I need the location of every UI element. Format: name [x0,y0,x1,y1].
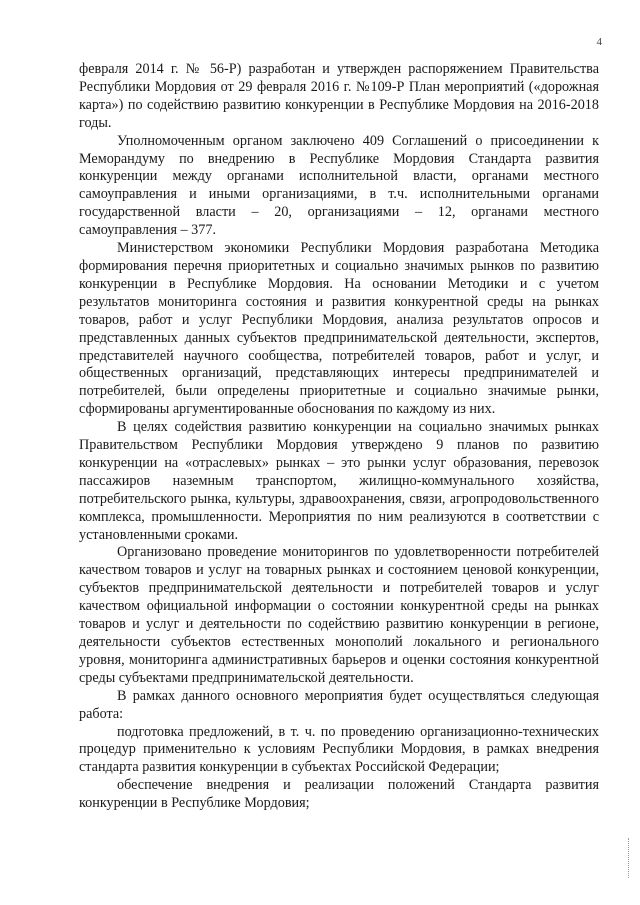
paragraph-roadmap: февраля 2014 г. № 56-Р) разработан и утвержден распоряжением Правительства Республики Мордовия от 29 февраля 2016 г. №109-Р План мероприятий («дорожная карта») по содействию развитию конкуренции в Республике Мордовия на 2016-2018 годы. [79,61,599,131]
paragraph-activities-intro: В рамках данного основного мероприятия будет осуществляться следующая работа: [79,687,599,722]
margin-scan-mark [628,838,631,878]
paragraph-monitoring: Организовано проведение мониторингов по удовлетворенности потребителей качеством товаров и услуг на товарных рынках и состоянием ценовой конкуренции, субъектов предпринимательской деятельности и потребителей товаров и услуг качеством официальной информации о состоянии конкурентной среды на рынках товаров и услуг и деятельности по содействию развитию конкуренции в регионе, деятельности субъектов естественных монополий локального и регионального уровня, мониторинга административных барьеров и оценки состояния конкурентной среды субъектами предпринимательской деятельности. [79,544,599,686]
document-body [79,61,599,813]
paragraph-market-plans: В целях содействия развитию конкуренции на социально значимых рынках Правительством Республики Мордовия утверждено 9 планов по развитию конкуренции на «отраслевых» рынках – это рынки услуг образования, перевозок пассажиров наземным транспортом, жилищно-коммунального хозяйства, потребительского рынка, культуры, здравоохранения, связи, агропродовольственного комплекса, промышленности. Мероприятия по ним реализуются в соответствии с установленными сроками. [79,419,599,543]
paragraph-agreements: Уполномоченным органом заключено 409 Соглашений о присоединении к Меморандуму по внедрению в Республике Мордовия Стандарта развития конкуренции между органами исполнительной власти, органами местного самоуправления и иными организациями, в т.ч. исполнительными органами государственной власти – 20, организациями – 12, органами местного самоуправления – 377. [79,132,599,239]
list-item-proposals: подготовка предложений, в т. ч. по проведению организационно-технических процедур применительно к условиям Республики Мордовия, в рамках внедрения стандарта развития конкуренции в субъектах Российской Федерации; [79,723,599,776]
list-item-implementation: обеспечение внедрения и реализации положений Стандарта развития конкуренции в Республике Мордовия; [79,777,599,812]
paragraph-methodology: Министерством экономики Республики Мордовия разработана Методика формирования перечня приоритетных и социально значимых рынков по развитию конкуренции в Республике Мордовия. На основании Методики и с учетом результатов мониторинга состояния и развития конкурентной среды на рынках товаров, работ и услуг Республики Мордовия, анализа результатов опросов и представленных данных субъектов предпринимательской деятельности, экспертов, представителей научного сообщества, потребителей товаров, работ и услуг, и общественных организаций, представляющих интересы предпринимателей и потребителей, были определены приоритетные и социально значимые рынки, сформированы аргументированные обоснования по каждому из них. [79,240,599,418]
page-number: 4 [596,36,602,48]
